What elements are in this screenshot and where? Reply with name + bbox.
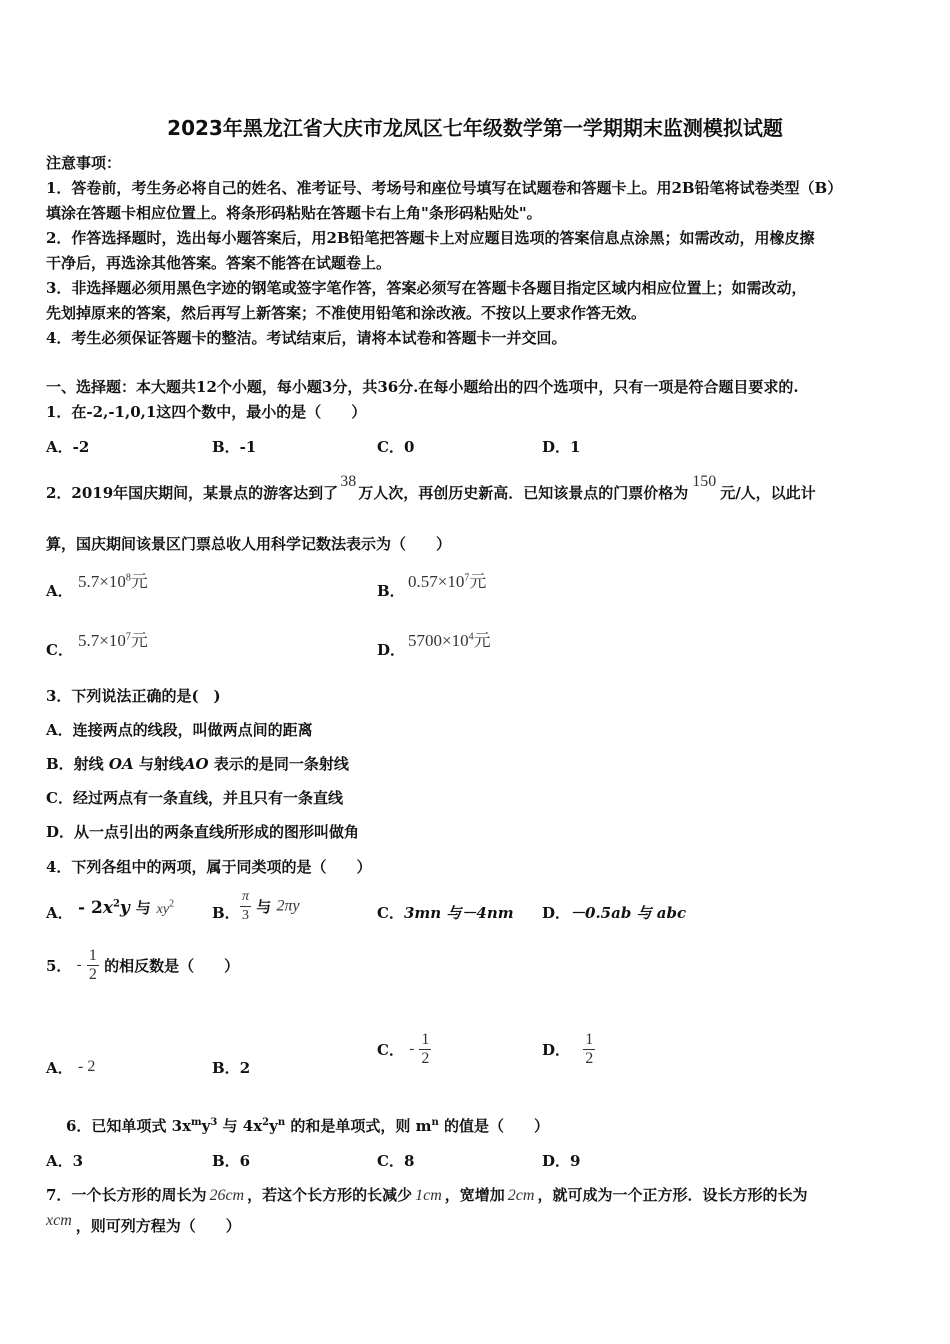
notice-line: 干净后，再选涂其他答案。答案不能答在试题卷上。 (46, 254, 392, 272)
q4-option-b-label: B． (212, 904, 240, 922)
q5-option-d: D． $\frac{1}{2}$ (542, 1031, 594, 1067)
q2-option-a-value: $5.7\times 10^8$元 (78, 572, 148, 591)
question-3-stem: 3．下列说法正确的是( ) (46, 687, 221, 705)
q3-option-c: C．经过两点有一条直线，并且只有一条直线 (46, 789, 343, 807)
question-7-stem: 7．一个长方形的周长为 26cm ，若这个长方形的长减少 1cm ，宽增加 2cm ，就可成为一个正方形．设长方形的长为 (46, 1186, 808, 1204)
question-6-stem: 6．已知单项式 $3x^my^3$ 与 $4x^2y^n$ 的和是单项式，则 $m^n$ 的值是（ ） (66, 1117, 549, 1135)
q3-option-b: B．射线 OA 与射线AO 表示的是同一条射线 (46, 755, 349, 773)
q3-option-d: D．从一点引出的两条直线所形成的图形叫做角 (46, 823, 360, 841)
notice-line: 1．答卷前，考生务必将自己的姓名、准考证号、考场号和座位号填写在试题卷和答题卡上。用2B铅笔将试卷类型（B） (46, 179, 843, 197)
q1-option-b: B．-1 (212, 438, 257, 456)
q2-option-c-value: $5.7\times 10^7$元 (78, 631, 148, 650)
q4-option-d: D．－0.5ab 与 abc (542, 904, 687, 922)
q6-option-a: A．3 (46, 1152, 84, 1170)
notice-heading: 注意事项： (46, 154, 122, 172)
q4-option-a-label: A． (46, 904, 73, 922)
q3-option-a: A．连接两点的线段，叫做两点间的距离 (46, 721, 313, 739)
q2-option-d-label: D． (377, 641, 406, 659)
question-4-stem: 4．下列各组中的两项，属于同类项的是（ ） (46, 858, 372, 876)
question-5-stem: 5． - $\frac{1}{2}$ 的相反数是（ ） (46, 947, 240, 983)
q1-option-c: C．0 (377, 438, 415, 456)
q2-option-a-label: A． (46, 582, 73, 600)
q2-option-c-label: C． (46, 641, 73, 659)
notice-line: 4．考生必须保证答题卡的整洁。考试结束后，请将本试卷和答题卡一并交回。 (46, 329, 567, 347)
ticket-price: 150 (692, 473, 717, 490)
q4-option-b-value: $\frac{\pi}{3}$ 与 2πy (242, 889, 300, 923)
q1-option-a: A．-2 (46, 438, 90, 456)
q6-option-d: D．9 (542, 1152, 581, 1170)
notice-line: 先划掉原来的答案，然后再写上新答案；不准使用铅笔和涂改液。不按以上要求作答无效。 (46, 304, 647, 322)
q2-option-b-value: $0.57\times 10^7$元 (408, 572, 487, 591)
q5-option-b: B．2 (212, 1059, 251, 1077)
visitor-count: 38 (340, 473, 357, 490)
q6-option-b: B．6 (212, 1152, 251, 1170)
notice-line: 填涂在答题卡相应位置上。将条形码粘贴在答题卡右上角"条形码粘贴处"。 (46, 204, 542, 222)
question-2-stem: 2．2019年国庆期间，某景点的游客达到了38万人次，再创历史新高．已知该景点的门票价格为150元/人，以此计 (46, 473, 816, 502)
q1-option-d: D．1 (542, 438, 581, 456)
question-2-stem-line2: 算，国庆期间该景区门票总收人用科学记数法表示为（ ） (46, 535, 452, 553)
question-7-stem-line2: xcm ，则可列方程为（ ） (46, 1212, 241, 1235)
q2-option-d-value: $5700\times 10^4$元 (408, 631, 491, 650)
notice-line: 2．作答选择题时，选出每小题答案后，用2B铅笔把答题卡上对应题目选项的答案信息点涂黑；如需改动，用橡皮擦 (46, 229, 815, 247)
section-heading: 一、选择题：本大题共12个小题，每小题3分，共36分.在每小题给出的四个选项中，只有一项是符合题目要求的. (46, 378, 799, 396)
q4-option-c: C．3mn 与－4nm (377, 904, 514, 922)
question-1-stem: 1．在-2,-1,0,1这四个数中，最小的是（ ） (46, 403, 367, 421)
notice-line: 3．非选择题必须用黑色字迹的钢笔或签字笔作答，答案必须写在答题卡各题目指定区域内相应位置上；如需改动， (46, 279, 807, 297)
q2-option-b-label: B． (377, 582, 405, 600)
q5-option-c: C． - $\frac{1}{2}$ (377, 1031, 430, 1067)
q5-option-a-value: - 2 (78, 1058, 96, 1075)
q5-option-a-label: A． (46, 1059, 73, 1077)
page-title: 2023年黑龙江省大庆市龙凤区七年级数学第一学期期末监测模拟试题 (167, 116, 783, 140)
q6-option-c: C．8 (377, 1152, 415, 1170)
q4-option-a-value: - $2x^2y$ 与 $xy^2$ (78, 898, 175, 918)
